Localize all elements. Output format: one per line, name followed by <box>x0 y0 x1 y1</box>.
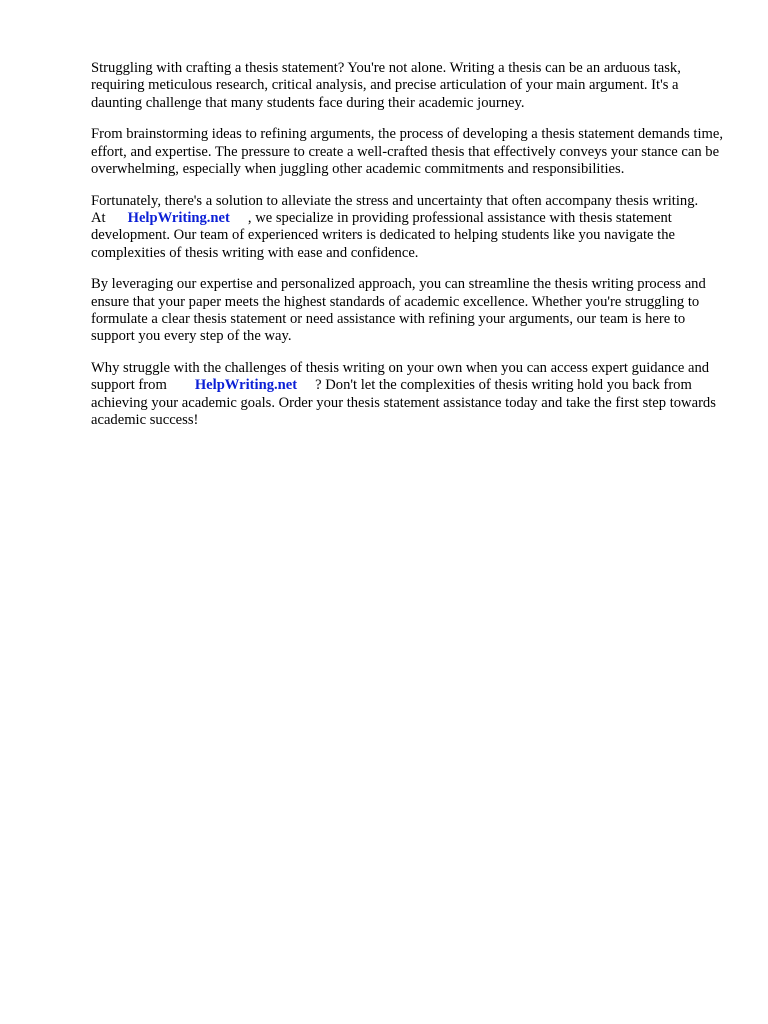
helpwriting-link[interactable]: HelpWriting.net <box>127 210 230 227</box>
paragraph-closing-after: ? Don't let the complexities of thesis writing hold you back from achieving your academic goals. Order your thesis statement assistance today and take the first step towards academic success! <box>91 377 716 429</box>
paragraph-solution-after: , we specialize in providing professional assistance with thesis statement development. Our team of experienced writers is dedicated to helping students like you navigate the complexities of thesis writing with ease and confidence. <box>91 210 675 261</box>
paragraph-closing-before: Why struggle with the challenges of thesis writing on your own when you can access expert guidance and support from <box>91 360 710 394</box>
paragraph-process: From brainstorming ideas to refining arguments, the process of developing a thesis statement demands time, effort, and expertise. The pressure to create a well-crafted thesis that effectively conveys your stance can be overwhelming, especially when juggling other academic commitments and responsibilities. <box>91 126 723 177</box>
paragraph-closing <box>91 360 731 429</box>
paragraph-solution-before: Fortunately, there's a solution to alleviate the stress and uncertainty that often accompany thesis writing. At <box>91 192 699 227</box>
document-body <box>91 60 731 444</box>
paragraph-solution <box>91 193 731 262</box>
helpwriting-link-closing[interactable]: HelpWriting.net <box>194 377 298 394</box>
paragraph-expertise: By leveraging our expertise and personalized approach, you can streamline the thesis writing process and ensure that your paper meets the highest standards of academic excellence. Whether you're struggling to formulate a clear thesis statement or need assistance with refining your arguments, our team is here to support you every step of the way. <box>91 276 706 345</box>
paragraph-intro: Struggling with crafting a thesis statement? You're not alone. Writing a thesis can be an arduous task, requiring meticulous research, critical analysis, and precise articulation of your main argument. It's a daunting challenge that many students face during their academic journey. <box>91 60 681 111</box>
